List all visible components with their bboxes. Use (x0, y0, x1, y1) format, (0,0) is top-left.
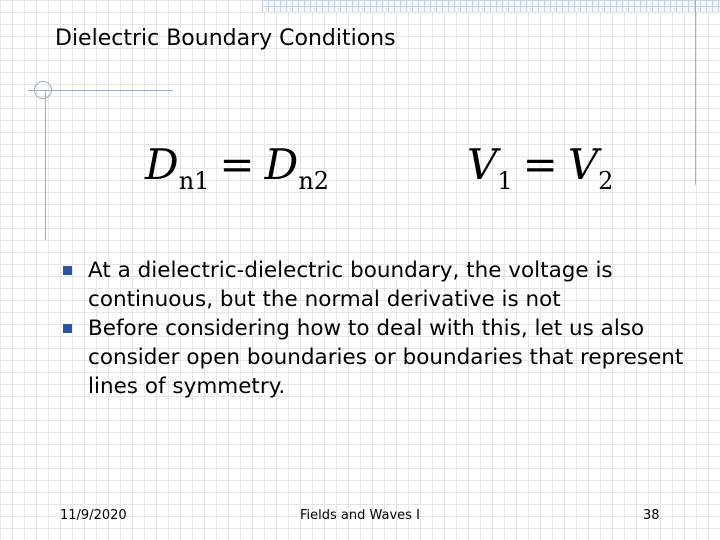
eq2-lhs-sub: 1 (497, 167, 513, 195)
bullet-text: At a dielectric-dielectric boundary, the voltage is continuous, but the normal derivative is not (88, 258, 613, 312)
square-bullet-icon (63, 266, 72, 275)
square-bullet-icon (63, 324, 72, 333)
eq2-operator: = (522, 140, 558, 189)
equation-displacement (145, 140, 329, 195)
footer-course-title: Fields and Waves I (300, 508, 420, 523)
bullet-list (60, 256, 690, 401)
eq1-lhs-sub: n1 (178, 167, 210, 195)
eq1-rhs-sub: n2 (298, 167, 330, 195)
footer-page-number: 38 (643, 508, 660, 523)
eq1-lhs: D (145, 140, 179, 189)
decorative-line (45, 90, 46, 240)
bullet-item (60, 256, 690, 314)
eq2-lhs: V (467, 140, 498, 189)
decorative-grid-band (262, 0, 720, 12)
bullet-text: Before considering how to deal with this, let us also consider open boundaries or boundaries that represent lines of symmetry. (88, 316, 684, 399)
eq2-rhs: V (567, 140, 599, 189)
equation-voltage (467, 140, 613, 195)
slide-title: Dielectric Boundary Conditions (55, 26, 396, 51)
footer-date: 11/9/2020 (60, 508, 127, 523)
decorative-circle (34, 81, 52, 99)
eq1-operator: = (219, 140, 255, 189)
eq2-rhs-sub: 2 (598, 167, 614, 195)
decorative-line (695, 0, 696, 185)
eq1-rhs: D (264, 140, 299, 189)
bullet-item (60, 314, 690, 401)
